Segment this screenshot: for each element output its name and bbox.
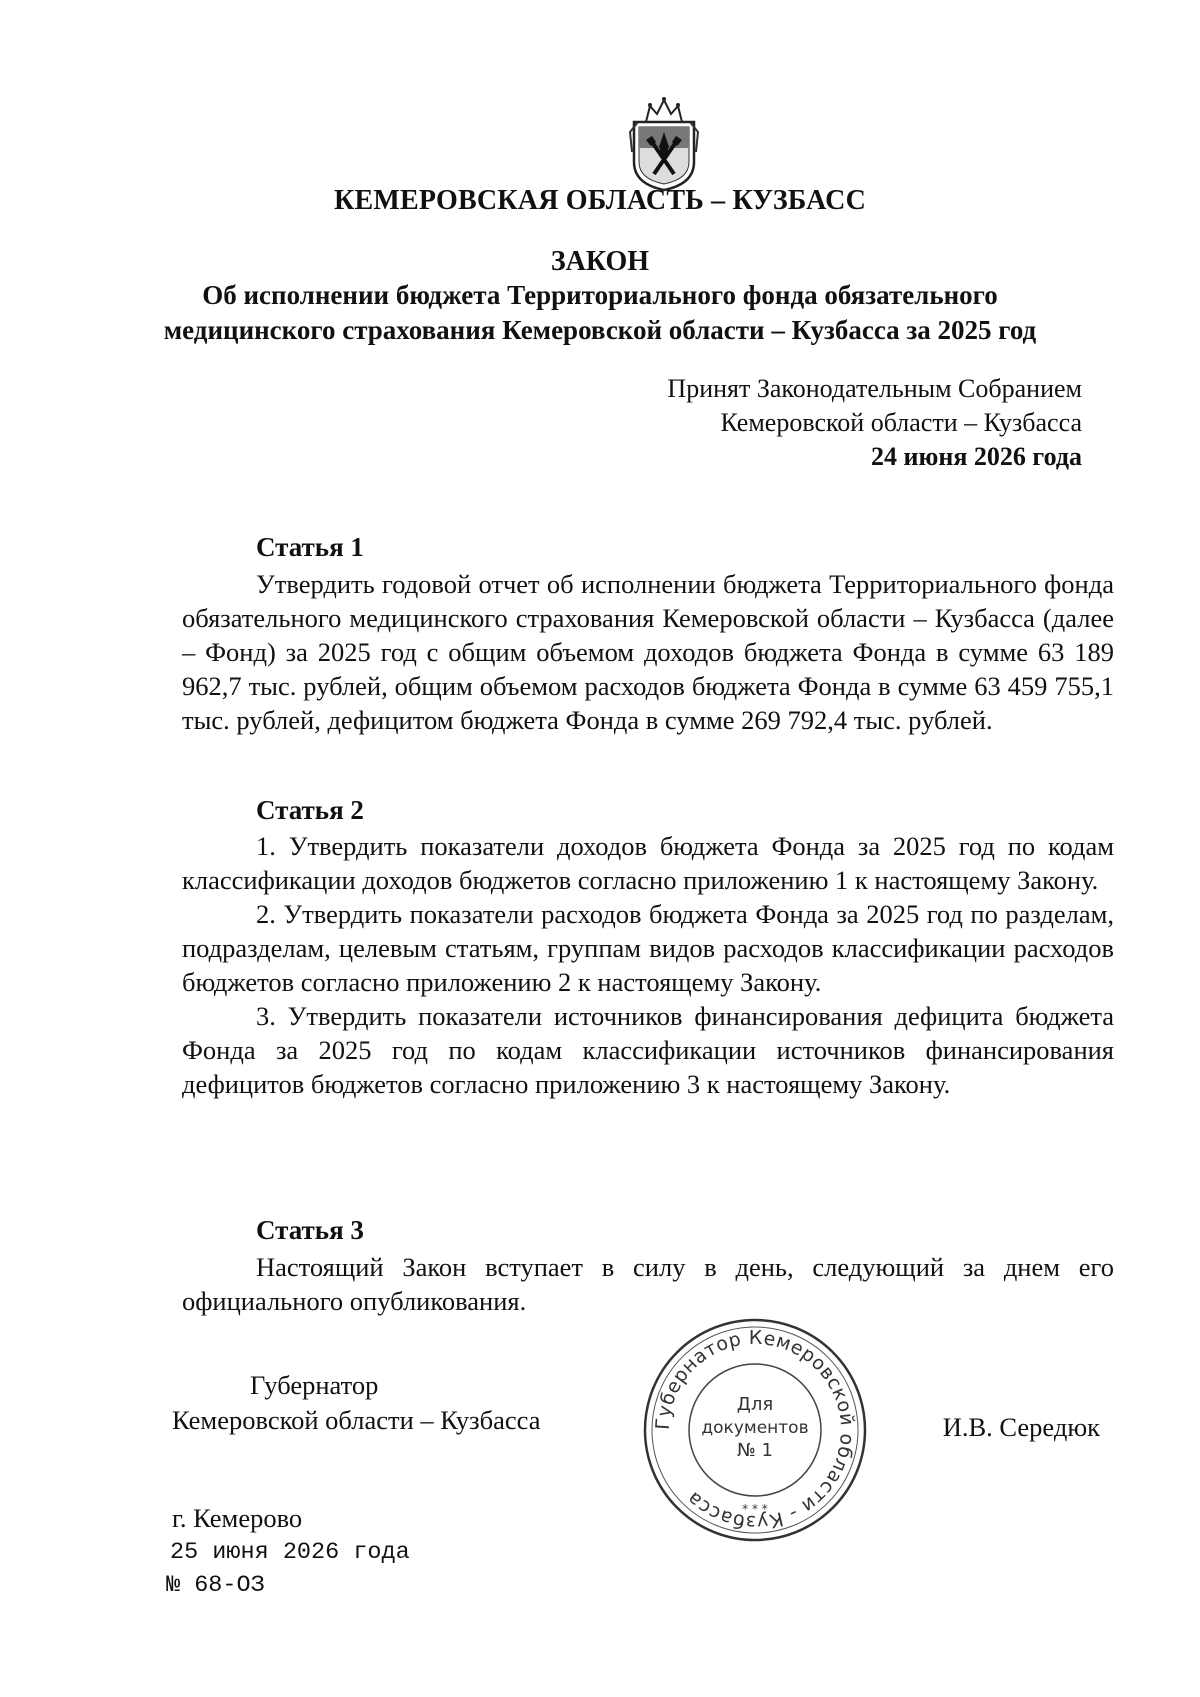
- law-title-line-1: Об исполнении бюджета Территориального фонда обязательного: [202, 280, 998, 310]
- region-heading: КЕМЕРОВСКАЯ ОБЛАСТЬ – КУЗБАСС: [333, 185, 867, 216]
- law-title-line-2: медицинского страхования Кемеровской области – Кузбасса за 2025 год: [163, 315, 1037, 345]
- article-1-title: Статья 1: [256, 532, 364, 562]
- stamp-center-line-1: Для: [736, 1394, 774, 1415]
- document-type: ЗАКОН: [550, 246, 650, 277]
- article-2-title: Статья 2: [256, 795, 364, 825]
- stamp-stars: * * *: [742, 1502, 768, 1516]
- article-1-paragraph: Утвердить годовой отчет об исполнении бюджета Территориального фонда обязательного медицинского страхования Кемеровской области – Кузбасса (далее – Фонд) за 2025 год с общим объемом доходов бюджета Фонда в сумме 63 189 962,7 тыс. рублей, общим объемом расходов бюджета Фонда в сумме 63 459 755,1 тыс. рублей, дефицитом бюджета Фонда в сумме 269 792,4 тыс. рублей.: [182, 569, 1114, 735]
- signing-date: 25 июня 2026 года: [170, 1539, 410, 1566]
- city-line: г. Кемерово: [172, 1503, 303, 1533]
- adoption-block: [667, 372, 1082, 474]
- coat-of-arms-icon: [624, 92, 704, 192]
- stamp-center-line-2: документов: [701, 1418, 809, 1438]
- article-3-paragraph: Настоящий Закон вступает в силу в день, следующий за днем его официального опубликования.: [182, 1252, 1114, 1316]
- signatory-position-line-2: Кемеровской области – Кузбасса: [172, 1405, 541, 1435]
- article-3-title: Статья 3: [256, 1215, 364, 1245]
- article-2-paragraph-3: 3. Утвердить показатели источников финансирования дефицита бюджета Фонда за 2025 год по кодам классификации источников финансирования дефицитов бюджетов согласно приложению 3 к настоящему Закону.: [182, 1001, 1114, 1099]
- article-2-paragraph-2: 2. Утвердить показатели расходов бюджета Фонда за 2025 год по разделам, подразделам, целевым статьям, группам видов расходов классификации расходов бюджетов согласно приложению 2 к настоящему Закону.: [182, 899, 1114, 997]
- adoption-line-2: Кемеровской области – Кузбасса: [720, 408, 1082, 437]
- official-stamp: [640, 1315, 870, 1545]
- signatory-position-line-1: Губернатор: [250, 1370, 379, 1400]
- adoption-date: 24 июня 2026 года: [871, 442, 1082, 471]
- article-2-paragraph-1: 1. Утвердить показатели доходов бюджета Фонда за 2025 год по кодам классификации доходов бюджетов согласно приложению 1 к настоящему Закону.: [182, 831, 1114, 895]
- law-number: № 68-ОЗ: [166, 1572, 265, 1599]
- article-1-body: [182, 567, 1114, 737]
- signatory-name: И.В. Середюк: [942, 1412, 1100, 1442]
- law-title: [0, 278, 1200, 348]
- stamp-ring-text: Губернатор Кемеровской области - Кузбасса: [651, 1326, 859, 1534]
- article-2-body: [182, 829, 1114, 1101]
- stamp-center-line-3: № 1: [737, 1440, 773, 1461]
- adoption-line-1: Принят Законодательным Собранием: [667, 374, 1082, 403]
- article-3-body: [182, 1250, 1114, 1318]
